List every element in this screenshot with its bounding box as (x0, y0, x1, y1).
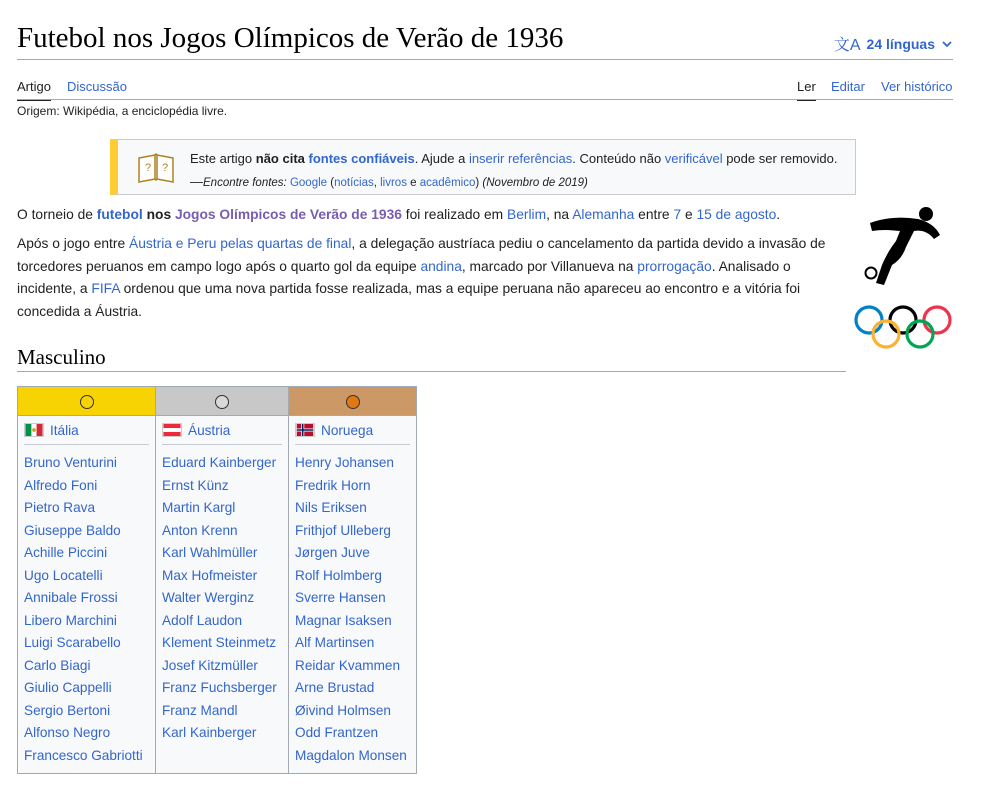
player-item (24, 745, 149, 768)
bronze-medal-icon (346, 395, 360, 409)
player-link[interactable]: Frithjof Ulleberg (295, 522, 391, 538)
player-link[interactable]: Walter Werginz (162, 590, 255, 605)
player-item (295, 565, 410, 588)
page-title: Futebol nos Jogos Olímpicos de Verão de 1936 (17, 22, 564, 54)
notice-text-4: pode ser removido.— (190, 151, 838, 189)
player-link[interactable]: Franz Fuchsberger (162, 680, 277, 695)
player-link[interactable]: Karl Wahlmüller (162, 545, 258, 560)
notice-text (190, 147, 850, 195)
notice-paren-close: ) (475, 177, 480, 189)
notice-date: (Novembro de 2019) (479, 177, 588, 189)
player-item (295, 722, 410, 745)
germany-link[interactable]: Alemanha (572, 207, 635, 222)
notice-text-1: Este artigo (190, 151, 256, 166)
player-link[interactable]: Karl Kainberger (162, 725, 257, 740)
origin-note: Origem: Wikipédia, a enciclopédia livre. (17, 104, 228, 118)
player-item (24, 700, 149, 723)
player-link[interactable]: Pietro Rava (24, 500, 96, 515)
olympics-link[interactable]: Jogos Olímpicos de Verão de 1936 (174, 207, 402, 222)
player-link[interactable]: Giulio Cappelli (24, 680, 112, 695)
player-item (24, 610, 149, 633)
player-item (162, 452, 282, 475)
player-item (24, 632, 149, 655)
player-item (162, 565, 282, 588)
find-sources-label: Encontre fontes: (203, 177, 287, 189)
player-link[interactable]: Giuseppe Baldo (24, 522, 121, 538)
italy-link[interactable]: Itália (50, 422, 79, 438)
bronze-player-list (295, 452, 410, 773)
intro-text-3: foi realizado em (401, 207, 507, 222)
norway-link[interactable]: Noruega (321, 422, 374, 438)
player-item (162, 475, 282, 498)
player-link[interactable]: Bruno Venturini (24, 455, 117, 470)
player-link[interactable]: Ugo Locatelli (24, 567, 103, 583)
gold-team-cell (18, 416, 156, 774)
gold-country (24, 416, 149, 445)
player-item (24, 587, 149, 610)
reliable-sources-link[interactable]: fontes confiáveis (308, 151, 415, 166)
player-link[interactable]: Jørgen Juve (295, 545, 370, 560)
player-link[interactable]: Fredrik Horn (295, 477, 371, 493)
player-item (295, 632, 410, 655)
player-link[interactable]: Magnar Isaksen (295, 612, 392, 628)
player-link[interactable]: Franz Mandl (162, 702, 238, 718)
player-link[interactable]: Adolf Laudon (162, 612, 243, 628)
medal-header-row (18, 387, 417, 416)
andina-link[interactable]: andina (420, 258, 462, 274)
player-item (24, 542, 149, 565)
news-link[interactable]: notícias (334, 177, 374, 189)
player-item (24, 452, 149, 475)
player-link[interactable]: Nils Eriksen (295, 500, 367, 515)
player-item (162, 700, 282, 723)
medal-table (17, 386, 417, 774)
player-link[interactable]: Klement Steinmetz (162, 635, 277, 650)
player-item (162, 677, 282, 700)
football-pictogram-icon[interactable] (862, 205, 944, 287)
player-link[interactable]: Carlo Biagi (24, 657, 91, 673)
silver-team-cell (156, 416, 289, 774)
player-link[interactable]: Libero Marchini (24, 612, 117, 628)
notice-text-3: . Conteúdo não (572, 151, 665, 166)
insert-references-link[interactable]: inserir referências (468, 151, 573, 166)
player-link[interactable]: Francesco Gabriotti (24, 747, 143, 763)
date-15-august-link[interactable]: 15 de agosto (696, 207, 777, 222)
fifa-link[interactable]: FIFA (91, 281, 120, 296)
player-item (24, 655, 149, 678)
football-link[interactable]: futebol (96, 207, 143, 222)
silver-player-list (162, 452, 282, 751)
gold-player-list (24, 452, 149, 773)
player-item (295, 452, 410, 475)
berlin-link[interactable]: Berlim (507, 207, 547, 222)
player-item (295, 587, 410, 610)
tabs-divider (17, 99, 953, 100)
intro-text-7: . (776, 207, 781, 222)
books-link[interactable]: livros (380, 177, 407, 189)
silver-country (162, 416, 282, 445)
player-link[interactable]: Henry Johansen (295, 455, 394, 470)
book-question-icon (136, 150, 176, 184)
player-link[interactable]: Anton Krenn (162, 522, 238, 538)
player-link[interactable]: Arne Brustad (295, 680, 375, 695)
incident-text-2: , a delegação austríaca pediu o cancelamento da partida devido a invasão de torcedores peruanos em campo logo após o quarto gol da equipe (17, 236, 826, 274)
unreferenced-notice (110, 139, 856, 195)
player-link[interactable]: Martin Kargl (162, 500, 236, 515)
player-item (295, 677, 410, 700)
date-7-link[interactable]: 7 (673, 207, 682, 222)
player-item (24, 722, 149, 745)
translate-icon: 文A (833, 37, 861, 54)
player-link[interactable]: Eduard Kainberger (162, 455, 277, 470)
player-item (24, 475, 149, 498)
player-item (162, 542, 282, 565)
notice-text-bold: não cita (255, 151, 305, 166)
silver-medal-icon (215, 395, 229, 409)
notice-paren-open: ( (327, 177, 335, 189)
title-divider (17, 59, 953, 60)
player-item (162, 497, 282, 520)
google-link[interactable]: Google (289, 177, 328, 189)
tab-discussion[interactable]: Discussão (67, 79, 127, 94)
intro-text-6: e (681, 207, 697, 222)
player-link[interactable]: Achille Piccini (24, 545, 108, 560)
section-heading-masculino: Masculino (17, 345, 106, 369)
language-selector[interactable] (834, 32, 953, 55)
player-item (162, 587, 282, 610)
section-divider (17, 371, 846, 372)
incident-text-3: , marcado por Villanueva na (461, 258, 638, 274)
tab-article[interactable]: Artigo (17, 79, 51, 101)
player-link[interactable]: Luigi Scarabello (24, 635, 121, 650)
intro-paragraph (17, 204, 842, 227)
player-item (295, 655, 410, 678)
intro-text-5: entre (634, 207, 674, 222)
intro-text-4: , na (546, 207, 573, 222)
player-item (295, 475, 410, 498)
bronze-country (295, 416, 410, 445)
tab-read[interactable]: Ler (797, 79, 816, 101)
player-link[interactable]: Max Hofmeister (162, 567, 258, 583)
notice-and: e (406, 177, 420, 189)
player-item (295, 542, 410, 565)
player-link[interactable]: Sverre Hansen (295, 590, 386, 605)
language-count: 24 línguas (866, 35, 935, 52)
norway-flag-icon (295, 423, 315, 437)
player-link[interactable]: Annibale Frossi (24, 590, 118, 605)
incident-text-5: ordenou que uma nova partida fosse realizada, mas a equipe peruana não apareceu ao encontro e a vitória foi concedida a Áustria. (17, 281, 801, 319)
extra-time-link[interactable]: prorrogação (637, 258, 712, 274)
player-item (162, 632, 282, 655)
player-item (162, 655, 282, 678)
player-link[interactable]: Alfredo Foni (24, 477, 98, 493)
academic-link[interactable]: acadêmico (419, 177, 476, 189)
player-item (24, 565, 149, 588)
player-link[interactable]: Magdalon Monsen (295, 747, 407, 763)
player-item (295, 700, 410, 723)
tab-edit[interactable]: Editar (831, 79, 865, 94)
svg-text:?: ? (145, 162, 152, 174)
player-item (162, 610, 282, 633)
player-link[interactable]: Alf Martinsen (295, 635, 375, 650)
quarterfinal-link[interactable]: Áustria e Peru pelas quartas de final (129, 236, 352, 251)
olympic-rings-icon[interactable] (852, 303, 954, 351)
italy-flag-icon (24, 423, 44, 437)
player-item (24, 677, 149, 700)
player-link[interactable]: Rolf Holmberg (295, 567, 382, 583)
player-item (295, 497, 410, 520)
notice-text-2: . Ajude a (414, 151, 469, 166)
player-item (162, 520, 282, 543)
incident-text-4: . Analisado o incidente, a (17, 258, 791, 296)
incident-text-1: Após o jogo entre (17, 236, 129, 251)
player-link[interactable]: Alfonso Negro (24, 725, 111, 740)
player-item (295, 610, 410, 633)
player-link[interactable]: Josef Kitzmüller (162, 657, 258, 673)
gold-header (18, 387, 156, 416)
gold-medal-icon (80, 395, 94, 409)
player-item (24, 497, 149, 520)
player-item (162, 722, 282, 745)
intro-text-2: nos (142, 207, 175, 222)
bronze-team-cell (289, 416, 417, 774)
player-link[interactable]: Øivind Holmsen (295, 702, 391, 718)
player-item (295, 745, 410, 768)
austria-link[interactable]: Áustria (188, 422, 231, 438)
player-link[interactable]: Reidar Kvammen (295, 657, 401, 673)
svg-text:?: ? (162, 162, 169, 174)
austria-flag-icon (162, 423, 182, 437)
player-link[interactable]: Odd Frantzen (295, 725, 379, 740)
bronze-header (289, 387, 417, 416)
incident-paragraph (17, 233, 842, 323)
medal-teams-row (18, 416, 417, 774)
player-link[interactable]: Sergio Bertoni (24, 702, 111, 718)
notice-comma: , (373, 177, 381, 189)
tab-history[interactable]: Ver histórico (881, 79, 953, 94)
chevron-down-icon (941, 38, 953, 50)
verifiable-link[interactable]: verificável (664, 151, 723, 166)
player-item (295, 520, 410, 543)
intro-text-1: O torneio de (17, 207, 97, 222)
player-link[interactable]: Ernst Künz (162, 477, 229, 493)
silver-header (156, 387, 289, 416)
player-item (24, 520, 149, 543)
